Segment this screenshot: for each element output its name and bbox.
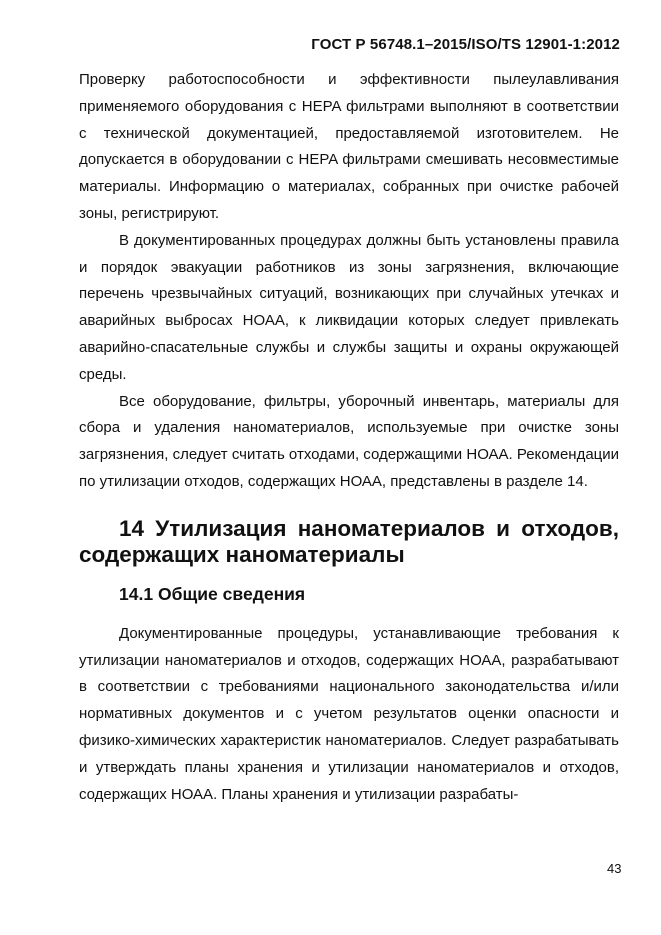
paragraph-general-info: Документированные процедуры, устанавливающие требования к утилизации наноматериалов и отходов, содержащих НОАА, разрабатывают в соответствии с требованиями национального законодательства и/или нормативных документов и с учетом результатов оценки опасности и физико-химических характеристик наноматериалов. Следует разрабатывать и утверждать планы хранения и утилизации наноматериалов и отходов, содержащих НОАА. Планы хранения и утилизации разрабаты- xyxy=(79,624,619,803)
page-content xyxy=(79,67,619,808)
page-number: 43 xyxy=(607,861,622,876)
paragraph-evacuation: В документированных процедурах должны быть установлены правила и порядок эвакуации работников из зоны загрязнения, включающие перечень чрезвычайных ситуаций, возникающих при случайных утечках и аварийных выбросах НОАА, к ликвидации которых следует привлекать аварийно-спасательные службы и службы защиты и охраны окружающей среды. xyxy=(79,231,619,383)
section-title: 14 Утилизация наноматериалов и отходов, содержащих наноматериалы xyxy=(79,515,619,567)
paragraph-equipment-check: Проверку работоспособности и эффективности пылеулавливания применяемого оборудования с HEPA фильтрами выполняют в соответствии с технической документацией, предоставляемой изготовителем. Не допускается в оборудовании с HEPA фильтрами смешивать несовместимые материалы. Информацию о материалах, собранных при очистке рабочей зоны, регистрируют. xyxy=(79,71,619,222)
standard-header: ГОСТ Р 56748.1–2015/ISO/TS 12901-1:2012 xyxy=(311,36,620,53)
subsection-title: 14.1 Общие сведения xyxy=(119,583,306,604)
paragraph-waste: Все оборудование, фильтры, уборочный инвентарь, материалы для сбора и удаления наноматериалов, используемые при очистке зоны загрязнения, следует считать отходами, содержащими НОАА. Рекомендации по утилизации отходов, содержащих НОАА, представлены в разделе 14. xyxy=(79,392,620,490)
